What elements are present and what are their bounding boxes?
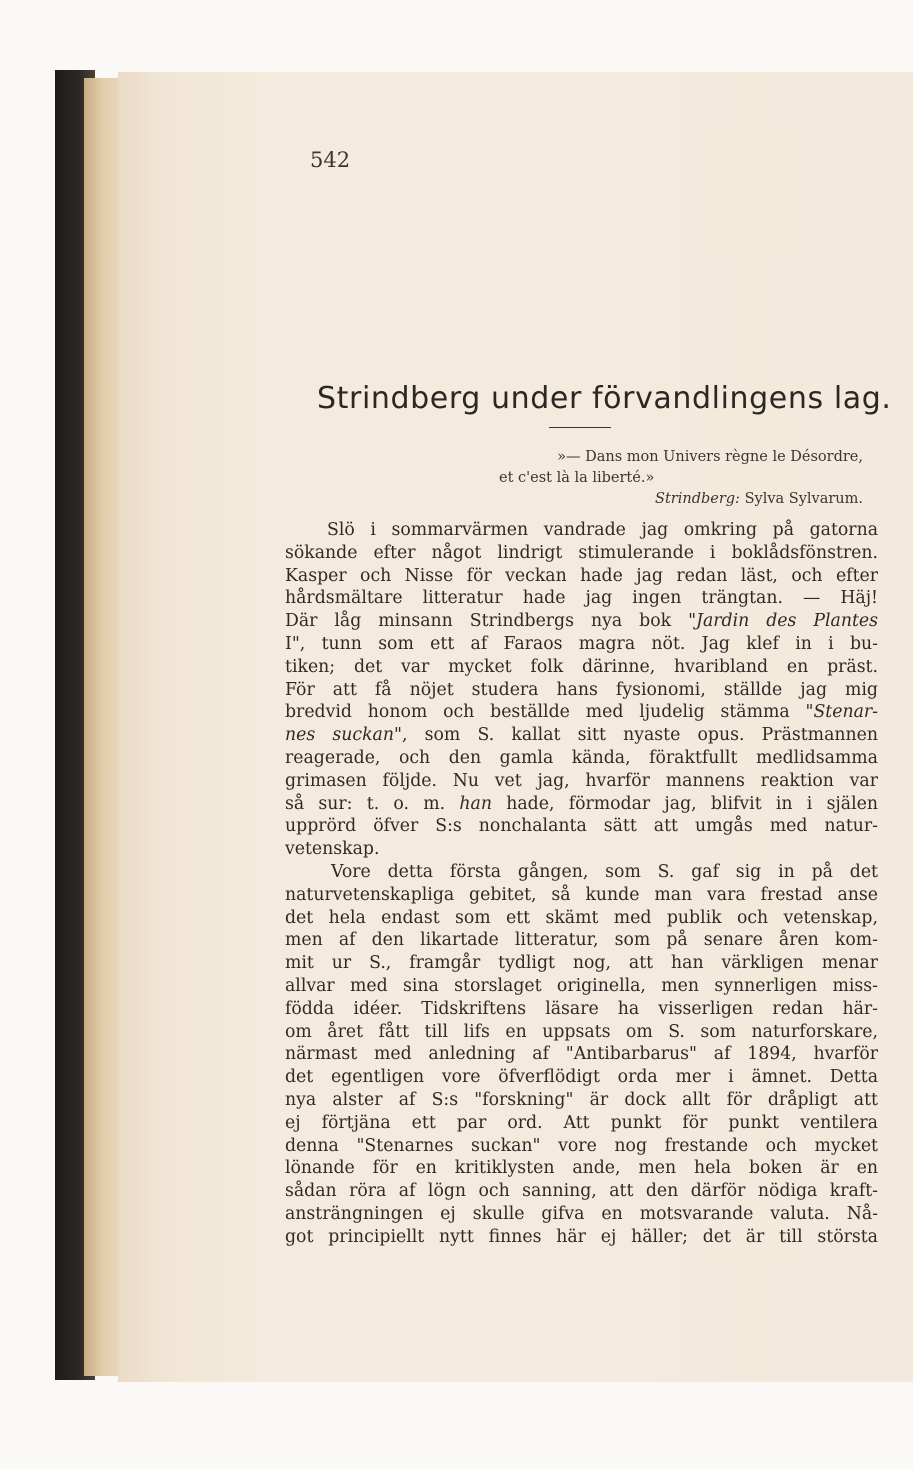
text-line: men af den likartade litteratur, som på senare åren kom- xyxy=(285,930,878,951)
text-line: Vore detta första gången, som S. gaf sig in på det xyxy=(331,861,878,882)
text-line: För att få nöjet studera hans fysionomi, ställde jag mig xyxy=(285,679,878,700)
text-line: Slö i sommarvärmen vandrade jag omkring på gatorna xyxy=(327,520,878,540)
text-run: hade, förmodar jag, blifvit in i själen xyxy=(491,793,878,814)
book-title: Stenar- xyxy=(813,702,878,723)
epigraph-attribution xyxy=(480,489,863,510)
text-line: ansträngningen ej skulle gifva en motsvarande valuta. Nå- xyxy=(285,1203,878,1224)
text-line: denna "Stenarnes suckan" vore nog frestande och mycket xyxy=(285,1135,878,1156)
text-line: det egentligen vore öfverflödigt orda mer i ämnet. Detta xyxy=(285,1067,878,1088)
text-line: upprörd öfver S:s nonchalanta sätt att umgås med natur- xyxy=(285,816,878,837)
book-title: nes suckan xyxy=(285,725,394,746)
page-number: 542 xyxy=(310,148,351,172)
text-line: hårdsmältare litteratur hade jag ingen trängtan. — Häj! xyxy=(285,588,878,609)
text-line: vetenskap. xyxy=(285,839,380,860)
text-line: I", tunn som ett af Faraos magra nöt. Jag klef in i bu- xyxy=(285,633,878,654)
epigraph-author: Strindberg: xyxy=(655,491,740,507)
body-text xyxy=(285,519,878,1249)
text-line: sådan röra af lögn och sanning, att den därför nödiga kraft- xyxy=(285,1181,878,1202)
text-line: om året fått till lifs en uppsats om S. som naturforskare, xyxy=(285,1021,878,1042)
text-line: det hela endast som ett skämt med publik och vetenskap, xyxy=(285,907,878,928)
text-run: bredvid honom och beställde med ljudelig stämma " xyxy=(285,702,814,723)
text-line: mit ur S., framgår tydligt nog, att han värkligen menar xyxy=(285,953,878,974)
text-line: got principiellt nytt finnes här ej häller; det är till största xyxy=(285,1226,878,1247)
text-line xyxy=(285,610,878,633)
epigraph xyxy=(480,447,863,510)
article-title: Strindberg under förvandlingens lag. xyxy=(317,381,892,416)
epigraph-source: Sylva Sylvarum. xyxy=(744,491,863,507)
text-line: sökande efter något lindrigt stimulerande i boklådsfönstren. xyxy=(285,542,878,563)
text-run: ", som S. kallat sitt nyaste opus. Prästmannen xyxy=(394,725,878,746)
text-run: Där låg minsann Strindbergs nya bok " xyxy=(285,611,697,632)
book-title: Jardin des Plantes xyxy=(696,611,878,632)
text-line: födda idéer. Tidskriftens läsare ha visserligen redan här- xyxy=(285,998,878,1019)
text-line: Kasper och Nisse för veckan hade jag redan läst, och efter xyxy=(285,565,878,586)
epigraph-line: et c'est là la liberté.» xyxy=(499,470,655,486)
text-line xyxy=(285,701,878,724)
text-line: allvar med sina storslaget originella, men synnerligen miss- xyxy=(285,975,878,996)
text-line xyxy=(285,793,878,816)
text-line: tiken; det var mycket folk därinne, hvaribland en präst. xyxy=(285,656,878,677)
text-line: lönande för en kritiklysten ande, men hela boken är en xyxy=(285,1158,878,1179)
text-line: ej förtjäna ett par ord. Att punkt för punkt ventilera xyxy=(285,1112,878,1133)
text-run: så sur: t. o. m. xyxy=(285,793,460,814)
epigraph-line: »— Dans mon Univers règne le Désordre, xyxy=(557,449,863,465)
text-line: närmast med anledning af "Antibarbarus" af 1894, hvarför xyxy=(285,1044,878,1065)
text-line: nya alster af S:s "forskning" är dock allt för dråpligt att xyxy=(285,1089,878,1110)
emphasis: han xyxy=(459,793,492,814)
text-line xyxy=(285,724,878,747)
title-rule xyxy=(549,427,611,428)
text-line: grimasen följde. Nu vet jag, hvarför mannens reaktion var xyxy=(285,770,878,791)
text-line: naturvetenskapliga gebitet, så kunde man vara frestad anse xyxy=(285,884,878,905)
text-line: reagerade, och den gamla kända, föraktfullt medlidsamma xyxy=(285,747,878,768)
